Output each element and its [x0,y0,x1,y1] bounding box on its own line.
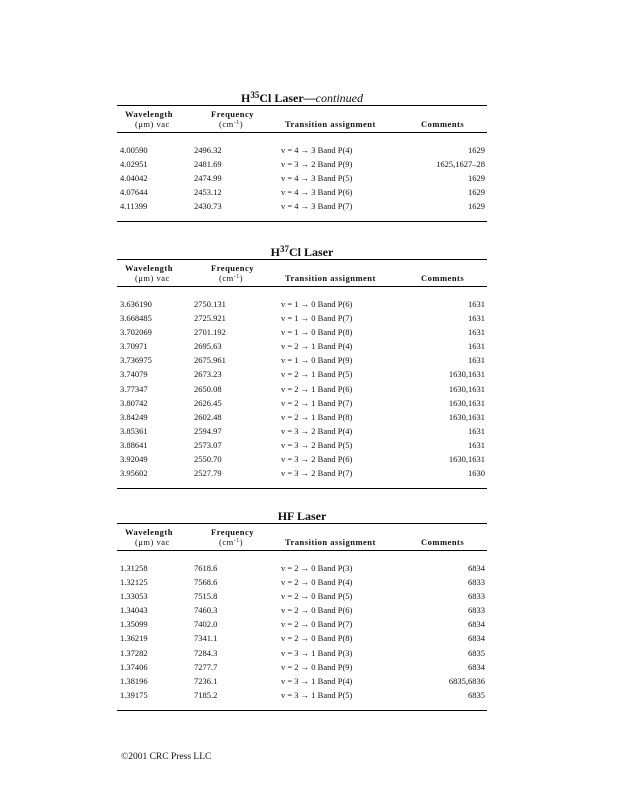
table-row [117,410,487,424]
table-row [117,311,487,325]
table-row [117,617,487,631]
cell-transition: v = 4 → 3 Band P(7) [281,201,353,212]
cell-frequency: 2675.961 [194,355,226,366]
cell-frequency: 7568.6 [194,577,218,588]
header-wavelength: Wavelength [125,263,173,273]
table-row [117,646,487,660]
table-row [117,589,487,603]
cell-comments: 6833 [468,605,485,616]
cell-transition: v = 2 → 0 Band P(7) [281,619,353,630]
cell-wavelength: 3.70971 [120,341,148,352]
cell-transition: v = 2 → 0 Band P(5) [281,591,353,602]
cell-comments: 1631 [468,341,485,352]
cell-transition: v = 1 → 0 Band P(9) [281,355,353,366]
cell-transition: v = 3 → 2 Band P(4) [281,425,353,436]
table-hf-laser [117,509,487,711]
cell-wavelength: 3.636190 [120,299,152,309]
cell-comments: 1630,1631 [448,383,485,394]
cell-transition: v = 2 → 1 Band P(4) [281,341,353,352]
cell-frequency: 2550.70 [194,454,222,465]
cell-transition: v = 2 → 1 Band P(6) [281,383,353,394]
cell-comments: 1630,1631 [448,397,485,408]
cell-frequency: 2430.73 [194,201,222,212]
cell-transition: v = 2 → 0 Band P(8) [281,633,353,644]
table-row [117,575,487,589]
table-title [117,509,487,523]
cell-comments: 6834 [468,563,485,573]
table-row [117,171,487,185]
cell-transition: v = 2 → 1 Band P(8) [281,411,353,422]
cell-transition: v = 3 → 2 Band P(6) [281,454,353,465]
cell-wavelength: 1.31258 [120,563,148,573]
cell-comments: 1631 [468,425,485,436]
cell-comments: 1631 [468,299,485,309]
cell-comments: 1625,1627–28 [436,159,485,170]
cell-frequency: 2750.131 [194,299,226,309]
title-prefix: HF Laser [277,509,327,523]
table-h37cl-laser [117,245,487,489]
cell-frequency: 2594.97 [194,425,222,436]
title-main: Cl Laser— [259,91,316,105]
table-row [117,424,487,438]
cell-comments: 6834 [468,661,485,672]
cell-transition: v = 2 → 1 Band P(7) [281,397,353,408]
cell-wavelength: 1.35099 [120,619,148,630]
title-isotope: 37 [280,244,289,254]
table-body [117,287,487,489]
cell-comments: 1631 [468,439,485,450]
cell-comments: 1629 [468,201,485,212]
cell-wavelength: 1.37406 [120,661,148,672]
table-body [117,133,487,222]
table-row [117,603,487,617]
title-prefix: H [270,245,280,259]
table-header [117,105,487,133]
cell-frequency: 2725.921 [194,313,226,324]
table-row [117,367,487,381]
cell-frequency: 2602.48 [194,411,222,422]
cell-comments: 1630,1631 [448,411,485,422]
cell-transition: v = 2 → 1 Band P(5) [281,369,353,380]
cell-transition: v = 3 → 2 Band P(9) [281,159,353,170]
table-row [117,396,487,410]
table-row [117,466,487,480]
cell-comments: 1631 [468,327,485,338]
header-wavelength-unit: (μm) vac [135,119,170,129]
cell-transition: v = 2 → 0 Band P(4) [281,577,353,588]
cell-comments: 6833 [468,591,485,602]
cell-transition: v = 2 → 0 Band P(6) [281,605,353,616]
header-comments: Comments [421,273,465,283]
cell-wavelength: 3.74079 [120,369,148,380]
cell-comments: 1631 [468,313,485,324]
cell-frequency: 7460.3 [194,605,218,616]
table-row [117,297,487,311]
cell-frequency: 2650.08 [194,383,222,394]
cell-frequency: 7402.0 [194,619,218,630]
table-h35cl-laser [117,91,487,222]
cell-comments: 1629 [468,173,485,184]
cell-frequency: 2695.63 [194,341,222,352]
cell-wavelength: 4.07644 [120,187,148,198]
header-comments: Comments [421,119,465,129]
table-row [117,688,487,702]
header-wavelength: Wavelength [125,527,173,537]
cell-transition: v = 4 → 3 Band P(5) [281,173,353,184]
cell-wavelength: 1.33053 [120,591,148,602]
cell-wavelength: 3.84249 [120,411,148,422]
cell-transition: v = 1 → 0 Band P(8) [281,327,353,338]
cell-frequency: 2527.79 [194,468,222,479]
table-row [117,382,487,396]
table-row [117,660,487,674]
cell-wavelength: 3.95602 [120,468,148,479]
cell-transition: v = 2 → 0 Band P(3) [281,563,353,573]
table-row [117,631,487,645]
cell-frequency: 7515.8 [194,591,218,602]
title-isotope: 35 [250,90,260,100]
table-row [117,674,487,688]
table-row [117,353,487,367]
cell-comments: 1630,1631 [448,454,485,465]
cell-comments: 6833 [468,577,485,588]
cell-frequency: 2453.12 [194,187,222,198]
table-row [117,185,487,199]
cell-transition: v = 3 → 1 Band P(3) [281,647,353,658]
cell-transition: v = 3 → 1 Band P(5) [281,689,353,700]
copyright-footer: ©2001 CRC Press LLC [121,752,212,762]
cell-comments: 1630,1631 [448,369,485,380]
cell-frequency: 7185.2 [194,689,218,700]
cell-wavelength: 1.34043 [120,605,148,616]
cell-frequency: 2701.192 [194,327,226,338]
cell-wavelength: 1.32125 [120,577,148,588]
cell-wavelength: 1.39175 [120,689,148,700]
header-frequency: Frequency [211,109,255,119]
header-frequency: Frequency [211,263,255,273]
cell-transition: v = 3 → 2 Band P(5) [281,439,353,450]
cell-frequency: 2626.45 [194,397,222,408]
cell-comments: 1629 [468,145,485,155]
header-wavelength-unit: (μm) vac [135,537,170,547]
table-row [117,561,487,575]
title-main: Cl Laser [289,245,334,259]
cell-frequency: 2573.07 [194,439,222,450]
header-wavelength: Wavelength [125,109,173,119]
cell-wavelength: 3.85361 [120,425,148,436]
cell-transition: v = 4 → 3 Band P(6) [281,187,353,198]
table-row [117,157,487,171]
cell-wavelength: 4.02951 [120,159,148,170]
cell-wavelength: 3.92049 [120,454,148,465]
cell-wavelength: 3.702069 [120,327,152,338]
cell-frequency: 7284.3 [194,647,218,658]
header-transition: Transition assignment [285,273,376,283]
cell-wavelength: 3.668485 [120,313,152,324]
header-comments: Comments [421,537,465,547]
title-suffix: continued [315,91,363,105]
table-title [117,245,487,259]
cell-transition: v = 3 → 2 Band P(7) [281,468,353,479]
header-frequency-unit: $(cm^{-1})$ [219,119,244,129]
cell-transition: v = 2 → 0 Band P(9) [281,661,353,672]
cell-frequency: 7236.1 [194,675,218,686]
cell-transition: v = 1 → 0 Band P(6) [281,299,353,309]
cell-comments: 6835,6836 [448,675,485,686]
cell-frequency: 7341.1 [194,633,218,644]
header-frequency: Frequency [211,527,255,537]
cell-wavelength: 3.736975 [120,355,152,366]
table-header [117,523,487,551]
cell-transition: v = 4 → 3 Band P(4) [281,145,353,155]
table-row [117,325,487,339]
table-row [117,438,487,452]
cell-wavelength: 3.80742 [120,397,148,408]
header-transition: Transition assignment [285,119,376,129]
cell-wavelength: 4.11399 [120,201,148,212]
cell-wavelength: 3.77347 [120,383,148,394]
cell-comments: 6834 [468,633,485,644]
cell-comments: 1629 [468,187,485,198]
cell-comments: 6834 [468,619,485,630]
table-body [117,551,487,711]
cell-frequency: 2474.99 [194,173,222,184]
cell-comments: 1631 [468,355,485,366]
cell-wavelength: 1.37282 [120,647,148,658]
cell-wavelength: 1.36219 [120,633,148,644]
table-row [117,339,487,353]
table-header [117,259,487,287]
cell-comments: 1630 [468,468,485,479]
header-frequency-unit: $(cm^{-1})$ [219,537,244,547]
cell-transition: v = 3 → 1 Band P(4) [281,675,353,686]
cell-wavelength: 4.00590 [120,145,148,155]
title-prefix: H [241,91,251,105]
header-wavelength-unit: (μm) vac [135,273,170,283]
header-frequency-unit: $(cm^{-1})$ [219,273,244,283]
table-title [117,91,487,105]
cell-wavelength: 4.04042 [120,173,148,184]
cell-frequency: 7618.6 [194,563,218,573]
table-row [117,143,487,157]
cell-frequency: 7277.7 [194,661,218,672]
cell-transition: v = 1 → 0 Band P(7) [281,313,353,324]
cell-wavelength: 3.88641 [120,439,148,450]
cell-frequency: 2481.69 [194,159,222,170]
cell-frequency: 2673.23 [194,369,222,380]
table-row [117,199,487,213]
cell-frequency: 2496.32 [194,145,222,155]
cell-comments: 6835 [468,647,485,658]
header-transition: Transition assignment [285,537,376,547]
cell-comments: 6835 [468,689,485,700]
cell-wavelength: 1.38196 [120,675,148,686]
table-row [117,452,487,466]
